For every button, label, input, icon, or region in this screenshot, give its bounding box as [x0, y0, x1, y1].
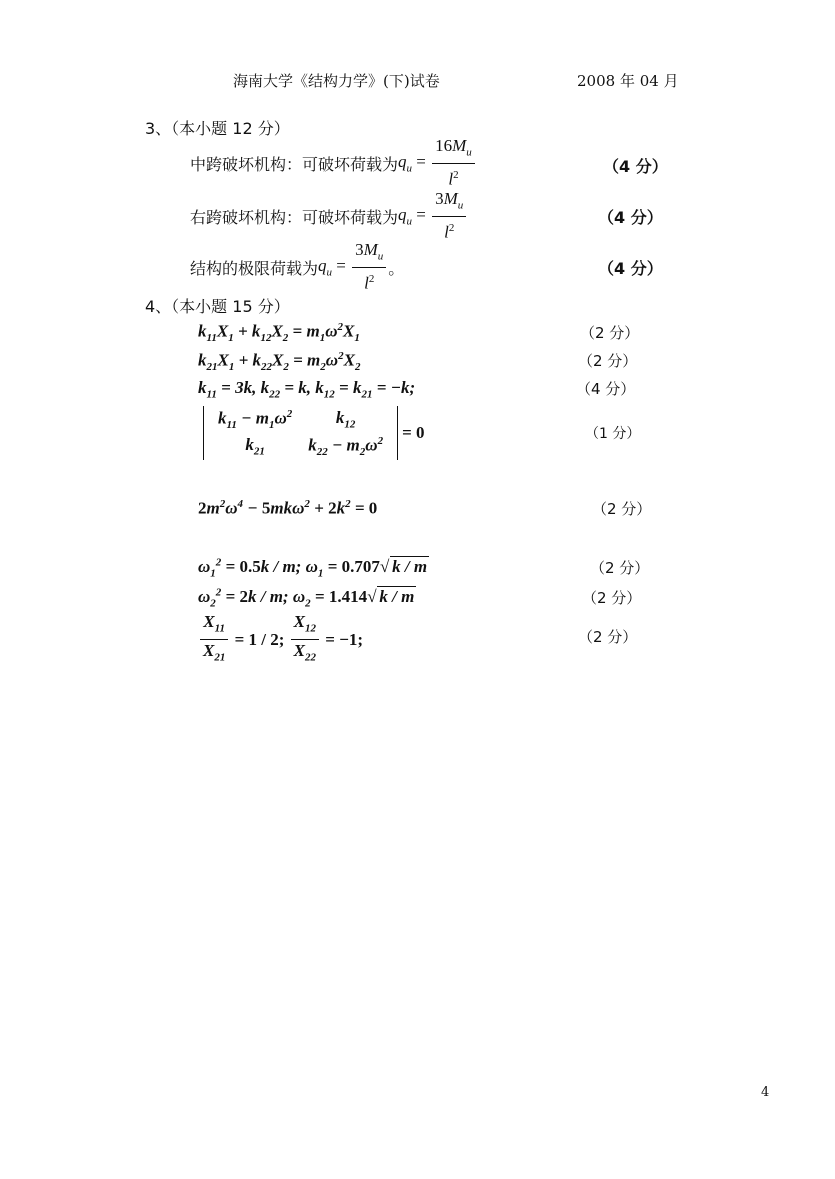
page-number: 4 — [761, 1085, 770, 1100]
q4-score-5: （2 分） — [592, 500, 652, 518]
q4-score-6: （2 分） — [590, 559, 650, 577]
q4-score-7: （2 分） — [582, 589, 642, 607]
q4-eq-3: $k_{11} = 3k$, $k_{22} = k$, $k_{12} = k_{21} = -k$; — [198, 378, 416, 401]
q3-line-3 — [190, 239, 405, 294]
q3-label: 3、（本小题 12 分） — [145, 119, 290, 138]
q4-score-8: （2 分） — [578, 628, 638, 646]
q3-line-1-text: 中跨破坏机构：可破坏荷载为 — [190, 154, 399, 174]
q3-score-3: （4 分） — [598, 259, 663, 278]
q4-score-4: （1 分） — [585, 426, 641, 442]
q3-formula-1: $q_u$ = $\frac{16M_u}{l^2}$ — [398, 136, 477, 190]
q3-line-2 — [190, 188, 468, 243]
q4-eq-5: $2m^2\omega^4 - 5mk\omega^2 + 2k^2 = 0$ — [198, 498, 378, 518]
q3-line-1 — [190, 135, 477, 190]
q3-line-2-text: 右跨破坏机构：可破坏荷载为 — [190, 207, 399, 227]
exam-title: 海南大学《结构力学》(下)试卷 — [233, 72, 440, 90]
determinant-matrix: $k_{11} - m_1\omega^2$ $k_{12}$ $k_{21}$ $k_{22} - m_2\omega^2$ — [203, 406, 398, 460]
q4-score-2: （2 分） — [578, 352, 638, 370]
q3-formula-3: $q_u$ = $\frac{3M_u}{l^2}$ — [318, 240, 388, 294]
exam-date: 2008 年 04 月 — [577, 72, 679, 90]
q4-score-3: （4 分） — [576, 380, 636, 398]
q4-eq-1: $k_{11}X_1 + k_{12}X_2 = m_1\omega^2X_1$ — [198, 321, 360, 345]
q4-score-1: （2 分） — [580, 324, 640, 342]
q3-score-2: （4 分） — [598, 208, 663, 227]
q3-line-3-text: 结构的极限荷载为 — [190, 258, 319, 278]
q4-eq-2: $k_{21}X_1 + k_{22}X_2 = m_2\omega^2X_2$ — [198, 350, 361, 374]
q4-eq-7: $\omega_2^2 = 2k / m$; $\omega_2 = 1.414√$ k / m — [198, 586, 415, 610]
q4-eq-6: $\omega_1^2 = 0.5k / m$; $\omega_1 = 0.707√$ k / m — [198, 556, 428, 580]
q4-label: 4、（本小题 15 分） — [145, 297, 290, 316]
q3-score-1: （4 分） — [603, 157, 668, 176]
q4-eq-8: $\frac{X_{11}}{X_{21}}$ = 1 / 2; $\frac{X_{12}}{X_{22}}$ = −1; — [198, 612, 363, 668]
q3-line-3-suffix: 。 — [388, 258, 405, 278]
q3-formula-2: $q_u$ = $\frac{3M_u}{l^2}$ — [398, 189, 468, 243]
q4-determinant: $k_{11} - m_1\omega^2$ $k_{12}$ $k_{21}$ $k_{22} - m_2\omega^2$ = 0 — [203, 406, 425, 460]
